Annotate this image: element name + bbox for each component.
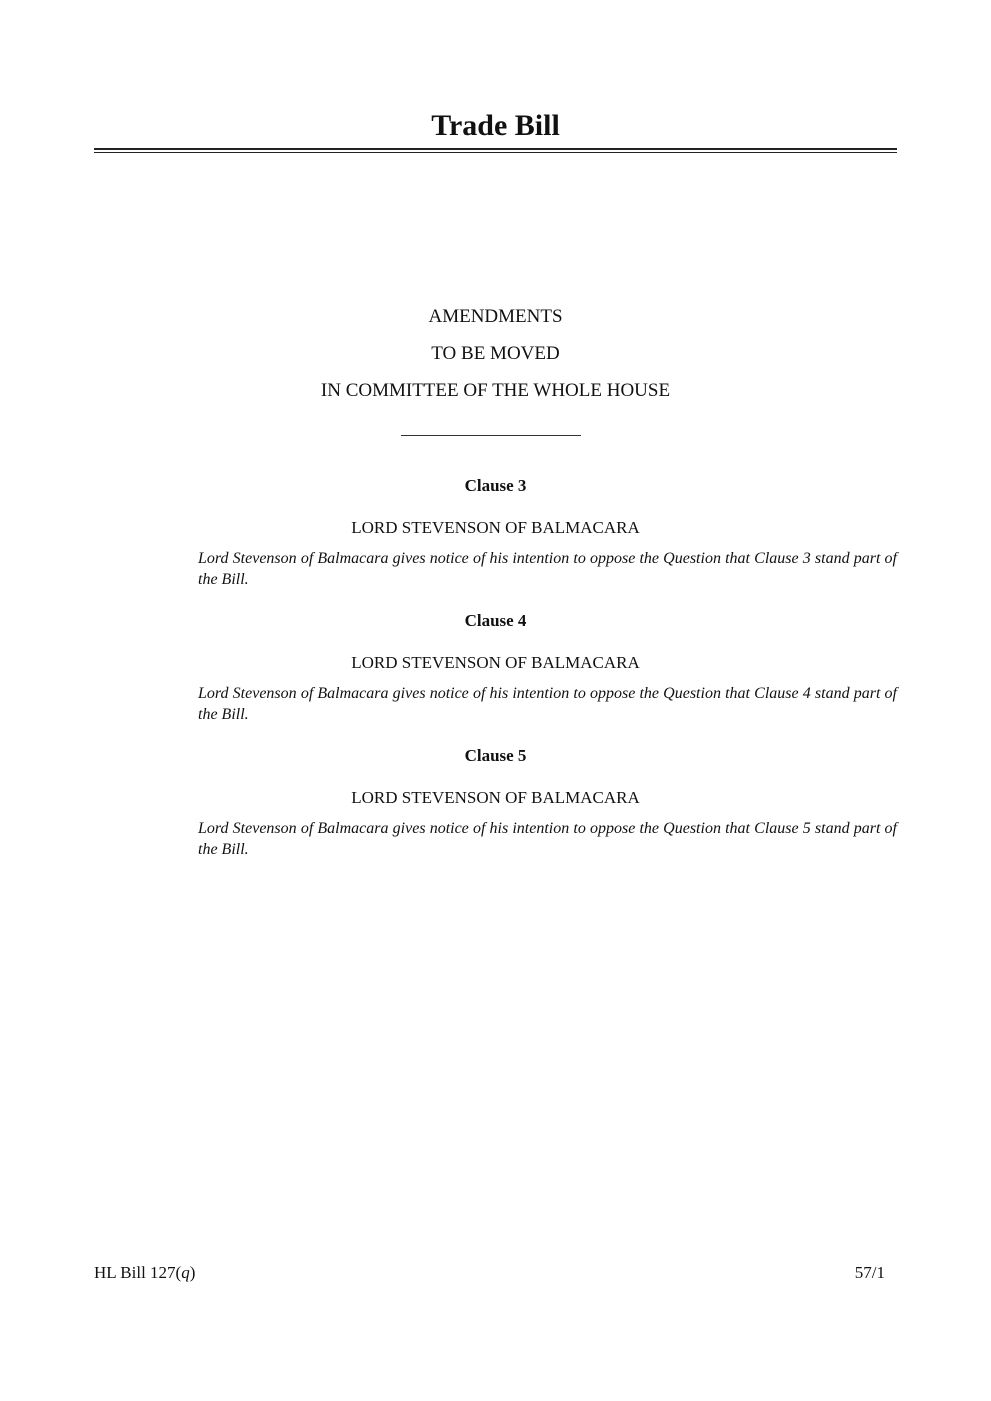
clause-heading: Clause 3 (464, 476, 527, 495)
section-divider (401, 435, 581, 436)
page-reference: 57/1 (854, 1263, 885, 1282)
heading-line-committee: IN COMMITTEE OF THE WHOLE HOUSE (320, 380, 671, 401)
amendment-notice: Lord Stevenson of Balmacara gives notice of his intention to oppose the Question that Clause 4 stand part of the Bill. (198, 685, 897, 723)
bill-reference-close: ) (189, 1263, 196, 1282)
member-name: LORD STEVENSON OF BALMACARA (351, 653, 640, 672)
title-rule-thick (94, 148, 897, 150)
amendment-notice: Lord Stevenson of Balmacara gives notice of his intention to oppose the Question that Clause 5 stand part of the Bill. (198, 820, 897, 858)
title-rule-thin (94, 152, 897, 153)
bill-reference-prefix: HL Bill 127( (94, 1263, 182, 1282)
heading-line-to-be-moved: TO BE MOVED (431, 343, 560, 364)
bill-reference-letter: q (181, 1263, 190, 1282)
heading-line-amendments: AMENDMENTS (428, 306, 563, 327)
clause-heading: Clause 5 (464, 746, 527, 765)
amendment-notice: Lord Stevenson of Balmacara gives notice of his intention to oppose the Question that Clause 3 stand part of the Bill. (198, 550, 897, 588)
member-name: LORD STEVENSON OF BALMACARA (351, 788, 640, 807)
bill-reference (94, 1262, 195, 1284)
member-name: LORD STEVENSON OF BALMACARA (351, 518, 640, 537)
clause-heading: Clause 4 (464, 611, 527, 630)
bill-title: Trade Bill (431, 109, 560, 142)
